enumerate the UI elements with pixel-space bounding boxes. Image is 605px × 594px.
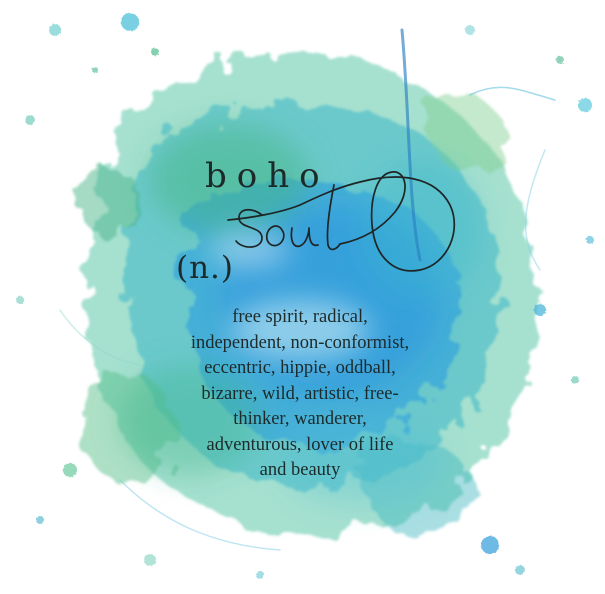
definition-line: bizarre, wild, artistic, free- [201,383,399,404]
definition-line: free spirit, radical, [232,307,368,327]
part-of-speech: (n.) [176,250,235,286]
script-word [0,0,1,1]
definition-text [150,305,450,484]
word-title: boho [205,156,330,196]
definition-line: independent, non-conformist, [190,332,410,353]
definition-line: eccentric, hippie, oddball, [204,358,396,378]
definition-line: adventurous, lover of life [206,434,394,455]
definition-line: thinker, wanderer, [233,409,367,429]
definition-line: and beauty [259,460,341,480]
